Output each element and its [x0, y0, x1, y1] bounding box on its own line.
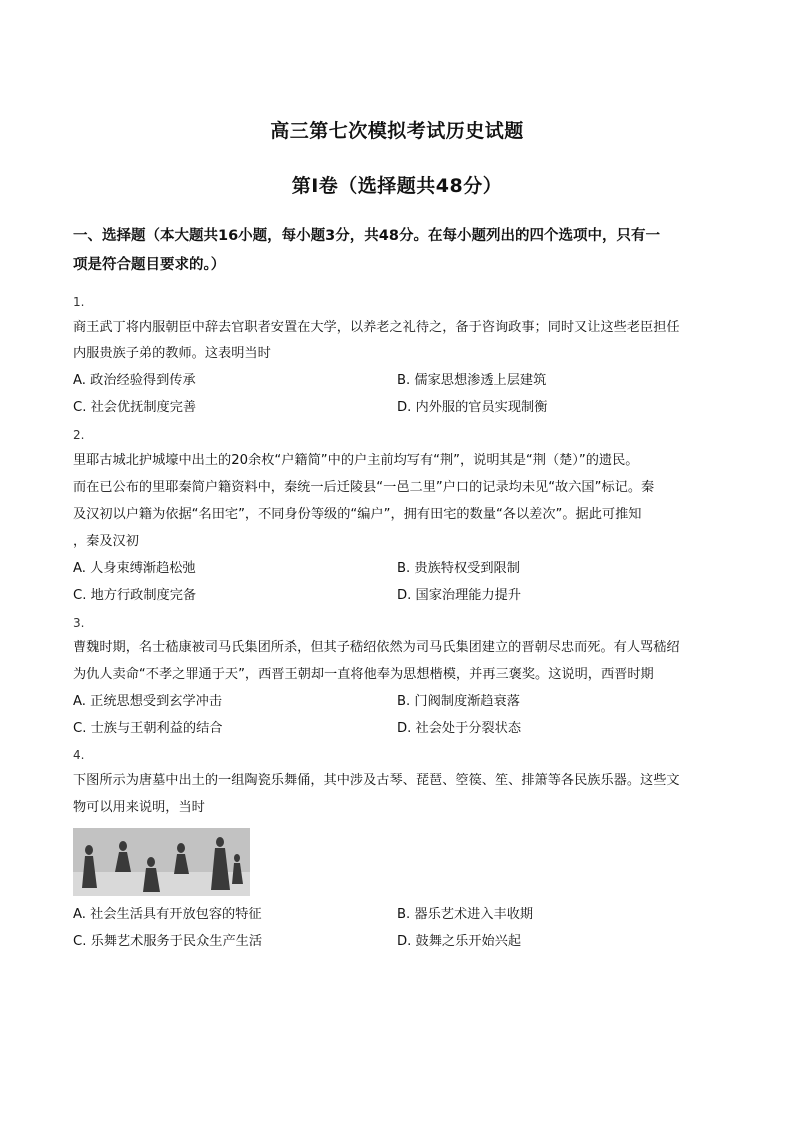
question-1-number: 1. [73, 295, 85, 309]
question-2-stem-line-4: ，秦及汉初 [73, 534, 139, 549]
question-1-stem-line-1: 商王武丁将内服朝臣中辞去官职者安置在大学，以养老之礼待之，备于咨询政事；同时又让这些老臣担任 [73, 320, 680, 335]
question-4-number: 4. [73, 748, 85, 762]
question-4-stem-line-2: 物可以用来说明，当时 [73, 800, 205, 815]
question-4-option-a[interactable]: A. 社会生活具有开放包容的特征 [73, 907, 262, 922]
question-1-option-d[interactable]: D. 内外服的官员实现制衡 [397, 400, 548, 415]
question-2-option-d[interactable]: D. 国家治理能力提升 [397, 588, 522, 603]
question-1-option-b[interactable]: B. 儒家思想渗透上层建筑 [397, 373, 547, 388]
question-3-option-a[interactable]: A. 正统思想受到玄学冲击 [73, 694, 223, 709]
question-3-number: 3. [73, 616, 85, 630]
question-4-option-c[interactable]: C. 乐舞艺术服务于民众生产生活 [73, 934, 263, 949]
question-2-number: 2. [73, 428, 85, 442]
question-3-stem-line-1: 曹魏时期，名士嵇康被司马氏集团所杀，但其子嵇绍依然为司马氏集团建立的晋朝尽忠而死。有人骂嵇绍 [73, 640, 680, 655]
question-2-option-a[interactable]: A. 人身束缚渐趋松弛 [73, 561, 196, 576]
question-3-option-c[interactable]: C. 士族与王朝利益的结合 [73, 721, 223, 736]
question-2-stem-line-3: 及汉初以户籍为依据“名田宅”，不同身份等级的“编户”，拥有田宅的数量“各以差次”。据此可推知 [73, 507, 642, 522]
question-3-stem-line-2: 为仇人卖命“不孝之罪通于天”，西晋王朝却一直将他奉为思想楷模，并再三褒奖。这说明，西晋时期 [73, 667, 654, 682]
question-2-stem-line-1: 里耶古城北护城壕中出土的20余枚“户籍简”中的户主前均写有“荆”，说明其是“荆（楚）”的遗民。 [73, 453, 639, 468]
question-4-option-d[interactable]: D. 鼓舞之乐开始兴起 [397, 934, 522, 949]
question-1-option-c[interactable]: C. 社会优抚制度完善 [73, 400, 197, 415]
question-1-stem-line-2: 内服贵族子弟的教师。这表明当时 [73, 346, 271, 361]
question-3-option-b[interactable]: B. 门阀制度渐趋衰落 [397, 694, 520, 709]
figurines-photo [73, 828, 250, 896]
section-instructions-line-1: 一、选择题（本大题共16小题，每小题3分，共48分。在每小题列出的四个选项中，只有一 [73, 228, 660, 244]
figurines-image [73, 828, 250, 896]
question-4-stem-line-1: 下图所示为唐墓中出土的一组陶瓷乐舞俑，其中涉及古琴、琵琶、箜篌、笙、排箫等各民族乐器。这些文 [73, 773, 680, 788]
question-2-option-c[interactable]: C. 地方行政制度完备 [73, 588, 197, 603]
question-2-option-b[interactable]: B. 贵族特权受到限制 [397, 561, 520, 576]
question-4-option-b[interactable]: B. 器乐艺术进入丰收期 [397, 907, 534, 922]
question-1-option-a[interactable]: A. 政治经验得到传承 [73, 373, 196, 388]
question-3-option-d[interactable]: D. 社会处于分裂状态 [397, 721, 522, 736]
question-2-stem-line-2: 而在已公布的里耶秦简户籍资料中，秦统一后迁陵县“一邑二里”户口的记录均未见“故六国”标记。秦 [73, 480, 655, 495]
page-title: 高三第七次模拟考试历史试题 [270, 120, 524, 142]
section-title: 第Ⅰ卷（选择题共48分） [291, 175, 503, 197]
section-instructions-line-2: 项是符合题目要求的。） [73, 257, 226, 273]
